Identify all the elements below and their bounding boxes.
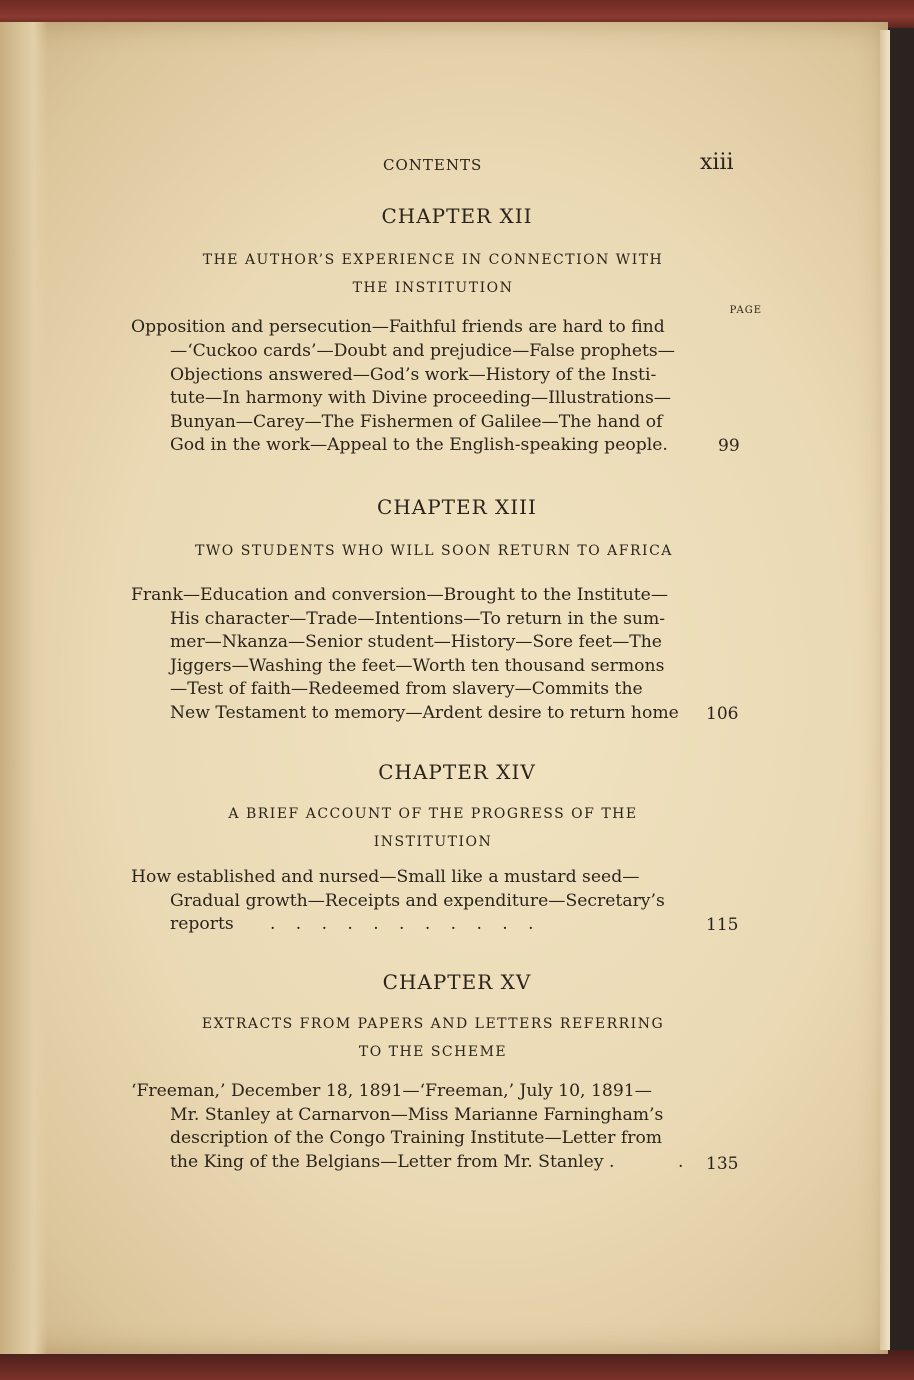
toc-entry-line: mer—Nkanza—Senior student—History—Sore feet—The (170, 632, 662, 652)
chapter-subtitle: TWO STUDENTS WHO WILL SOON RETURN TO AFRICA (195, 543, 673, 559)
toc-entry-line: ‘Freeman,’ December 18, 1891—‘Freeman,’ July 10, 1891— (131, 1081, 652, 1101)
chapter-title: CHAPTER XIII (377, 495, 537, 519)
chapter-subtitle: INSTITUTION (373, 834, 493, 850)
toc-entry-line: New Testament to memory—Ardent desire to return home (170, 703, 679, 723)
toc-entry-line: His character—Trade—Intentions—To return in the sum- (170, 609, 666, 629)
toc-entry-page: 135 (706, 1154, 739, 1174)
chapter-title: CHAPTER XV (382, 970, 532, 994)
page-number: xiii (700, 150, 734, 175)
chapter-title: CHAPTER XII (381, 204, 533, 228)
page-column-label: PAGE (729, 305, 762, 316)
toc-entry-line: How established and nursed—Small like a mustard seed— (131, 867, 640, 887)
toc-entry-page: 99 (718, 436, 740, 456)
toc-entry-line: Bunyan—Carey—The Fishermen of Galilee—The hand of (170, 412, 663, 432)
toc-entry-page: 115 (706, 915, 739, 935)
toc-entry-line: Gradual growth—Receipts and expenditure—Secretary’s (170, 891, 665, 911)
dot-leader: . (678, 1152, 684, 1172)
toc-entry-line: Frank—Education and conversion—Brought to the Institute— (131, 585, 669, 605)
toc-entry-line: God in the work—Appeal to the English-speaking people. (170, 435, 668, 455)
page-edge (880, 30, 890, 1350)
toc-entry-line: reports (170, 914, 234, 934)
running-head: CONTENTS (383, 156, 483, 174)
chapter-title: CHAPTER XIV (378, 760, 536, 784)
chapter-subtitle: EXTRACTS FROM PAPERS AND LETTERS REFERRING (201, 1016, 665, 1032)
chapter-subtitle: THE INSTITUTION (352, 280, 514, 296)
toc-entry-line: tute—In harmony with Divine proceeding—Illustrations— (170, 388, 671, 408)
toc-entry-line: description of the Congo Training Institute—Letter from (170, 1128, 663, 1148)
chapter-subtitle: THE AUTHOR’S EXPERIENCE IN CONNECTION WITH (202, 252, 664, 268)
chapter-subtitle: A BRIEF ACCOUNT OF THE PROGRESS OF THE (228, 806, 638, 822)
toc-entry-line: Objections answered—God’s work—History of the Insti- (170, 365, 657, 385)
toc-entry-page: 106 (706, 704, 739, 724)
book-cover-bottom-edge (0, 1350, 914, 1380)
dot-leader: . . . . . . . . . . . (270, 914, 534, 934)
toc-entry-line: —Test of faith—Redeemed from slavery—Commits the (170, 679, 643, 699)
toc-entry-line: Jiggers—Washing the feet—Worth ten thousand sermons (170, 656, 665, 676)
toc-entry-line: —‘Cuckoo cards’—Doubt and prejudice—False prophets— (170, 341, 675, 361)
chapter-subtitle: TO THE SCHEME (358, 1044, 508, 1060)
toc-entry-line: Mr. Stanley at Carnarvon—Miss Marianne Farningham’s (170, 1105, 664, 1125)
toc-entry-line: Opposition and persecution—Faithful friends are hard to find (131, 317, 665, 337)
toc-entry-line: the King of the Belgians—Letter from Mr. Stanley . (170, 1152, 615, 1172)
